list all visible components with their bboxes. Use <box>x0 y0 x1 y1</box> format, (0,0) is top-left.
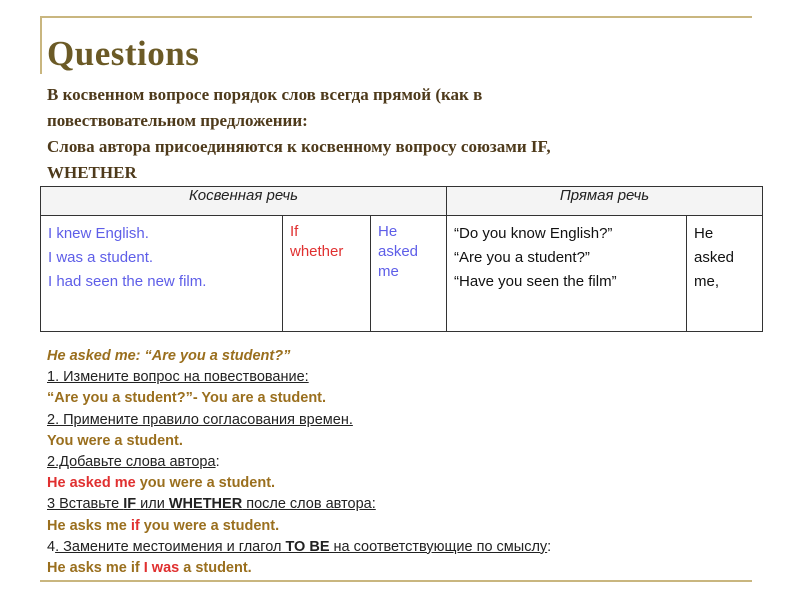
bottom-rule <box>40 580 752 582</box>
author-word: asked <box>694 249 735 266</box>
indirect-sentence: I knew English. <box>48 225 149 242</box>
direct-question: “Do you know English?” <box>454 225 613 242</box>
step-label: или <box>136 496 169 513</box>
direct-author-words-cell <box>687 216 763 332</box>
indirect-sentence: I was a student. <box>48 249 154 266</box>
slide-title: Questions <box>47 34 200 73</box>
step-label: 2.Добавьте слова автора <box>47 454 216 471</box>
direct-question: “Have you seen the film” <box>454 273 617 290</box>
slide-subtitle <box>47 82 752 186</box>
example-line: He asked me: “Are you a student?” <box>47 348 291 364</box>
step-label: 1. Измените вопрос на повествование: <box>47 369 309 386</box>
step-result-highlight: I was <box>143 560 180 577</box>
step-result-line <box>47 473 752 494</box>
top-rule <box>40 16 752 18</box>
speech-table <box>40 186 763 332</box>
author-word: me <box>378 263 399 280</box>
author-word: asked <box>378 243 419 260</box>
step-result: a student. <box>179 560 252 577</box>
subtitle-line: Слова автора присоединяются к косвенному вопросу союзами IF, <box>47 137 551 156</box>
step-result: you were a student. <box>139 517 280 534</box>
author-word: He <box>378 223 398 240</box>
step-number: 4 <box>47 538 56 555</box>
final-result-line <box>47 558 752 579</box>
subtitle-line: В косвенном вопросе порядок слов всегда прямой (как в <box>47 85 483 104</box>
author-word: me, <box>694 273 720 290</box>
conjunction-cell <box>283 216 371 332</box>
step-result: “Are you a student?”- You are a student. <box>47 390 327 407</box>
subtitle-line: WHETHER <box>47 163 137 182</box>
indirect-sentence: I had seen the new film. <box>48 273 207 290</box>
header-indirect-speech: Косвенная речь <box>41 187 447 216</box>
step-keyword: TO BE <box>285 538 330 555</box>
step-label: 2. Примените правило согласования времен. <box>47 411 353 428</box>
direct-questions-cell <box>447 216 687 332</box>
step-label-line <box>47 494 752 515</box>
step-result: You were a student. <box>47 432 183 449</box>
conjunction-word: whether <box>290 243 344 260</box>
step-result: He asks me <box>47 517 131 534</box>
author-word: He <box>694 225 714 242</box>
conjunction-word: If <box>290 223 299 240</box>
step-result-highlight: He asked me <box>47 475 136 492</box>
table-header-row <box>41 187 763 216</box>
step-colon: : <box>215 454 220 471</box>
step-colon: : <box>547 538 552 555</box>
header-direct-speech: Прямая речь <box>447 187 763 216</box>
step-result-line <box>47 516 752 537</box>
step-result: He asks me if <box>47 560 144 577</box>
steps-block <box>47 346 752 579</box>
direct-question: “Are you a student?” <box>454 249 590 266</box>
step-label: 3 Вставьте <box>47 496 124 513</box>
step-label: после слов автора: <box>242 496 376 513</box>
step-result: you were a student. <box>135 475 276 492</box>
subtitle-line: повествовательном предложении: <box>47 111 308 130</box>
step-label: на соответствующие по смыслу <box>329 538 548 555</box>
indirect-sentences-cell <box>41 216 283 332</box>
left-rule <box>40 18 42 74</box>
step-label: . Замените местоимения и глагол <box>55 538 286 555</box>
step-label-line <box>47 452 752 473</box>
step-keyword: WHETHER <box>168 496 243 513</box>
step-label-line <box>47 537 752 558</box>
step-result-highlight: if <box>130 517 140 534</box>
step-keyword: IF <box>123 496 137 513</box>
table-row <box>41 216 763 332</box>
author-words-cell <box>371 216 447 332</box>
